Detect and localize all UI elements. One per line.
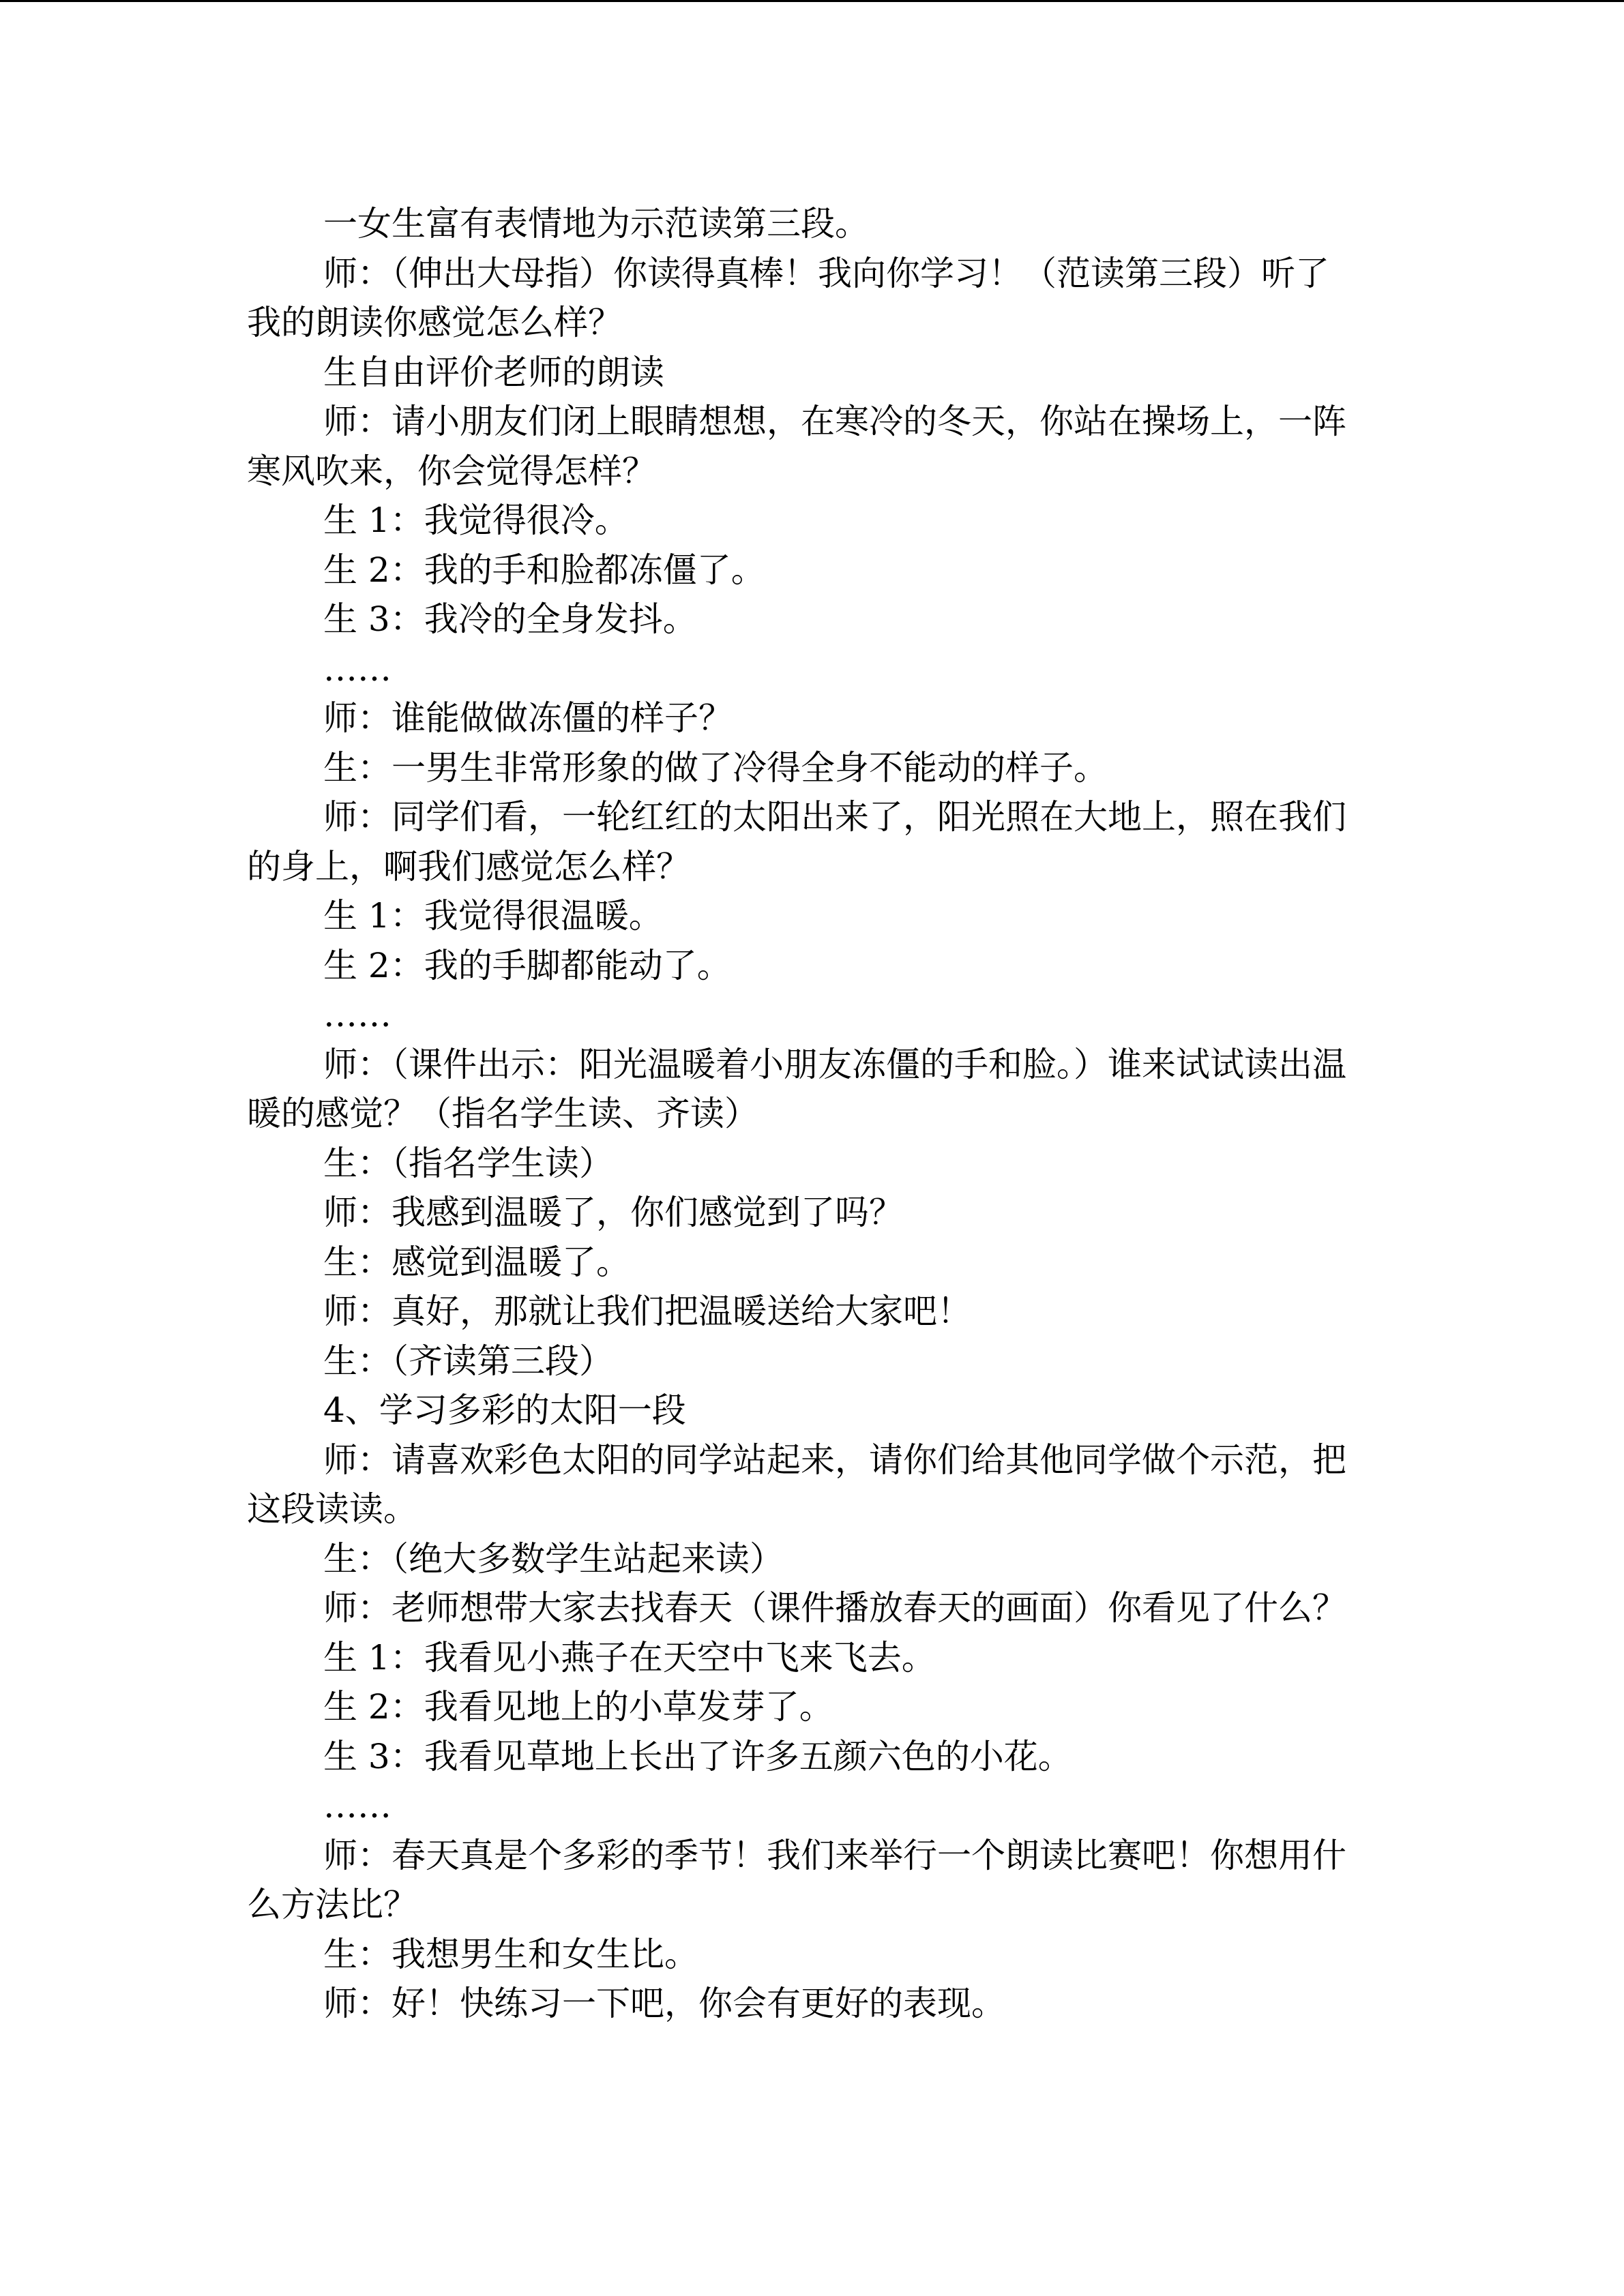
paragraph: 师：老师想带大家去找春天（课件播放春天的画面）你看见了什么？ [323, 1588, 1346, 1628]
paragraph: 师：（伸出大母指）你读得真棒！我向你学习！（范读第三段）听了我的朗读你感觉怎么样？ [247, 253, 1329, 342]
paragraph: 生 3：我冷的全身发抖。 [323, 599, 697, 639]
paragraph: 师：（课件出示：阳光温暖着小朋友冻僵的手和脸。）谁来试试读出温暖的感觉？（指名学生读、齐读） [247, 1044, 1346, 1133]
ellipsis-line: …… [323, 995, 392, 1034]
paragraph: 师：春天真是个多彩的季节！我们来举行一个朗读比赛吧！你想用什么方法比？ [247, 1835, 1346, 1924]
paragraph: 生 1：我觉得很温暖。 [323, 896, 663, 936]
paragraph: 生 1：我觉得很冷。 [323, 501, 629, 540]
paragraph: 生：（指名学生读） [323, 1143, 613, 1183]
paragraph: 一女生富有表情地为示范读第三段。 [323, 204, 869, 243]
paragraph: 师：请小朋友们闭上眼睛想想，在寒冷的冬天，你站在操场上，一阵寒风吹来，你会觉得怎样？ [247, 402, 1346, 491]
section-heading: 4、学习多彩的太阳一段 [323, 1390, 686, 1430]
paragraph: 师：谁能做做冻僵的样子？ [323, 698, 733, 738]
paragraph: 师：请喜欢彩色太阳的同学站起来，请你们给其他同学做个示范，把这段读读。 [247, 1440, 1346, 1529]
paragraph: 生 1：我看见小燕子在天空中飞来飞去。 [323, 1637, 936, 1678]
ellipsis-line: …… [323, 1786, 392, 1825]
paragraph: 生 2：我的手脚都能动了。 [323, 945, 731, 985]
ellipsis-line: …… [323, 648, 392, 689]
paragraph: 师：我感到温暖了，你们感觉到了吗？ [323, 1193, 903, 1232]
paragraph: 生：（绝大多数学生站起来读） [323, 1538, 784, 1579]
paragraph: 师：同学们看，一轮红红的太阳出来了，阳光照在大地上，照在我们的身上，啊我们感觉怎么样？ [247, 797, 1346, 886]
paragraph: 生：我想男生和女生比。 [323, 1934, 698, 1974]
paragraph: 生：感觉到温暖了。 [323, 1242, 630, 1282]
document-body [247, 199, 1357, 2029]
paragraph: 生 2：我看见地上的小草发芽了。 [323, 1687, 833, 1727]
paragraph: 生：一男生非常形象的做了冷得全身不能动的样子。 [323, 747, 1108, 788]
paragraph: 生：（齐读第三段） [323, 1341, 613, 1381]
paragraph: 师：真好，那就让我们把温暖送给大家吧！ [323, 1292, 971, 1331]
paragraph: 生 3：我看见草地上长出了许多五颜六色的小花。 [323, 1736, 1072, 1776]
paragraph: 生 2：我的手和脸都冻僵了。 [323, 550, 765, 590]
top-border-rule [0, 0, 1624, 2]
paragraph: 生自由评价老师的朗读 [323, 352, 664, 392]
paragraph: 师：好！快练习一下吧，你会有更好的表现。 [323, 1984, 1005, 2023]
